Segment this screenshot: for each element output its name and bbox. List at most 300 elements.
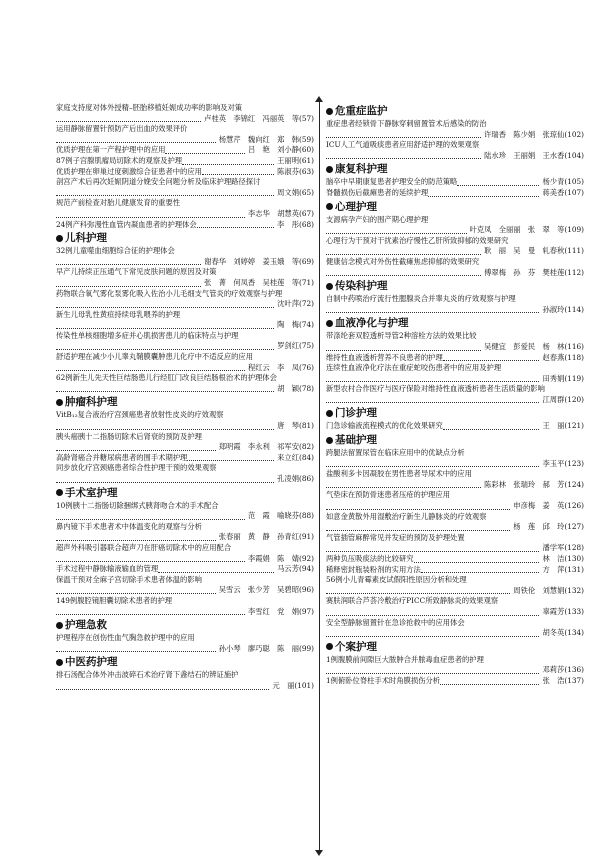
entry-authors: 吴健宜 彭爱民 杨 林 (484, 341, 565, 351)
entry-author-line (56, 585, 314, 596)
entry-author-line (326, 268, 584, 279)
entry-page-number: (69) (299, 256, 314, 266)
dot-leader (197, 227, 274, 228)
entry-authors: 谢春华 刘婷婷 姜玉娥 等 (204, 256, 300, 266)
entry-author-line (56, 257, 314, 268)
entry-author-line (326, 586, 584, 597)
entry-author-line (326, 395, 584, 406)
bullet-dot-icon (326, 108, 333, 115)
entry-page-number: (75) (299, 341, 314, 351)
column-divider (319, 100, 320, 852)
entry-page-number: (101) (294, 680, 314, 690)
toc-entry (326, 236, 584, 257)
entry-page-number: (61) (299, 155, 314, 165)
toc-entry (56, 177, 314, 198)
entry-page-number: (105) (564, 177, 584, 187)
toc-entry (56, 103, 314, 124)
entry-page-number: (63) (299, 166, 314, 176)
entry-title: 盐酸利多卡因凝胶在男性患者导尿术中的应用 (326, 469, 472, 479)
dot-leader (56, 286, 201, 287)
toc-entry (56, 501, 314, 522)
toc-entry (326, 565, 584, 576)
toc-entry (56, 410, 314, 431)
section-heading-label: 心理护理 (335, 200, 377, 213)
entry-authors: 许瑞香 陈少娟 张琼仙 (484, 129, 565, 139)
entry-author-line (56, 209, 314, 220)
section-heading-label: 儿科护理 (65, 232, 107, 245)
entry-authors: 唐 琴 (277, 421, 300, 431)
entry-page-number: (133) (564, 606, 584, 616)
toc-entry (56, 331, 314, 352)
toc-entry (326, 353, 584, 364)
dot-leader (56, 614, 245, 615)
toc-entry (326, 533, 584, 554)
dot-leader (326, 254, 481, 255)
dot-leader (326, 615, 539, 616)
entry-title: 高龄肾癌合并糖尿病患者的围手术期护理 (56, 452, 188, 462)
entry-page-number: (111) (564, 246, 584, 256)
entry-authors: 林 洁 (542, 554, 565, 563)
entry-page-number: (57) (299, 113, 314, 123)
section-heading (326, 279, 584, 293)
entry-title: 门急诊输液流程模式的优化效果研究 (326, 421, 443, 431)
entry-authors: 耿 丽 吴 曼 轧春秋 (484, 246, 565, 256)
dot-leader (56, 561, 245, 562)
entry-author-line (56, 320, 314, 331)
entry-title: 护理程序在创伤性血气胸急救护理中的应用 (56, 633, 195, 643)
entry-authors: 范 霞 喻晓芬 (247, 511, 300, 521)
bullet-dot-icon (56, 489, 63, 496)
bullet-dot-icon (56, 659, 63, 666)
bullet-dot-icon (326, 166, 333, 173)
entry-authors: 来立红 (277, 452, 300, 462)
entry-author-line (326, 459, 584, 470)
entry-title: 剖宫产术后再次妊娠阴道分娩安全问题分析及临床护理路径探讨 (56, 177, 261, 187)
entry-author-line (326, 130, 584, 141)
toc-entry (326, 331, 584, 352)
dot-leader (326, 551, 539, 552)
dot-leader (165, 153, 244, 154)
toc-entry (56, 310, 314, 331)
entry-title: 脑卒中早期康复患者护理安全的防范策略 (326, 177, 458, 187)
entry-title: 1例腹膜前间隙巨大脓肿合并脓毒血症患者的护理 (326, 654, 484, 664)
dot-leader (440, 684, 539, 685)
entry-authors: 马云芳 (277, 564, 300, 574)
toc-entry (56, 670, 314, 691)
bullet-dot-icon (56, 622, 63, 629)
entry-title: 32例儿童噬血细胞综合征的护理体会 (56, 246, 175, 256)
entry-authors: 张春丽 黄 静 孙青红 (218, 532, 300, 542)
section-heading-label: 手术室护理 (65, 486, 118, 499)
entry-author-line (326, 342, 584, 353)
entry-page-number: (68) (299, 219, 314, 229)
entry-authors: 辜霞芳 (542, 606, 565, 616)
entry-page-number: (97) (299, 606, 314, 616)
dot-leader (414, 562, 540, 563)
entry-page-number: (72) (299, 299, 314, 309)
entry-author-line (56, 511, 314, 522)
entry-title: 运用静脉留置针预防产后出血的效果评价 (56, 124, 188, 134)
dot-leader (326, 673, 539, 674)
entry-title: ICU人工气道吸痰患者应用舒适护理的效果观察 (326, 140, 480, 150)
entry-authors: 孔凌娟 (277, 474, 300, 483)
entry-authors: 程红云 李 凤 (247, 362, 300, 372)
entry-page-number: (131) (564, 564, 584, 574)
toc-entry (56, 453, 314, 464)
toc-entry (326, 575, 584, 596)
entry-author-line (326, 665, 584, 676)
dot-leader (326, 402, 539, 403)
section-heading (56, 395, 314, 409)
entry-author-line (326, 501, 584, 512)
toc-entry (56, 373, 314, 394)
entry-title: VitB₁₂复合液治疗宫颈癌患者放射性皮炎的疗效观察 (56, 410, 224, 420)
entry-title: 规范产前检查对胎儿健康发育的重要性 (56, 198, 181, 208)
entry-page-number: (65) (299, 187, 314, 197)
entry-author-line (326, 246, 584, 257)
entry-title: 跨腿法留置尿管在临床应用中的优缺点分析 (326, 448, 465, 458)
dot-leader (326, 381, 539, 382)
section-heading-label: 危重症监护 (335, 105, 388, 117)
entry-page-number: (121) (564, 421, 584, 431)
entry-title: 脊髓损伤后截瘫患者的延续护理 (326, 187, 429, 197)
entry-title: 两种负压吸痰法的比较研究 (326, 554, 414, 563)
entry-page-number: (120) (564, 394, 584, 404)
toc-entry (326, 188, 584, 199)
entry-authors: 李霞娟 陈 婧 (247, 553, 300, 563)
bullet-dot-icon (326, 203, 333, 210)
dot-leader (202, 174, 274, 175)
bullet-dot-icon (326, 410, 333, 417)
entry-author-line (326, 628, 584, 639)
entry-authors: 潘学军 (542, 543, 565, 553)
dot-leader (326, 487, 481, 488)
dot-leader (326, 275, 481, 276)
entry-title: 家庭支持度对体外授精–胚胎移植妊娠成功率的影响及对策 (56, 103, 243, 112)
entry-title: 优质护理在卵巢过度刺激综合征患者中的应用 (56, 166, 202, 176)
toc-entry (326, 676, 584, 687)
entry-authors: 方 萍 (542, 564, 565, 574)
entry-authors: 杨 莲 邱 玲 (513, 522, 565, 532)
dot-leader (187, 460, 274, 461)
dot-leader (326, 350, 481, 351)
entry-title: 如意金黄散外用湿敷治疗新生儿静脉炎的疗效观察 (326, 511, 487, 521)
toc-entry (56, 198, 314, 219)
dot-leader (326, 466, 539, 467)
toc-entry (326, 257, 584, 278)
bullet-dot-icon (56, 399, 63, 406)
entry-page-number: (118) (564, 352, 584, 362)
entry-title: 心理行为干预对干扰素治疗慢性乙肝所致抑郁的效果研究 (326, 235, 509, 245)
entry-authors: 元 丽 (272, 680, 295, 690)
entry-authors: 孙淑玲 (542, 304, 565, 314)
section-heading-label: 传染科护理 (335, 280, 388, 293)
section-heading-label: 护理急救 (65, 619, 107, 632)
entry-author-line (56, 442, 314, 453)
entry-authors: 李玉平 (542, 458, 565, 468)
entry-author-line (326, 305, 584, 316)
entry-title: 新生儿母乳性黄疸持续母乳喂养的护理 (56, 309, 181, 319)
entry-authors: 吕 艳 刘小静 (247, 145, 300, 155)
entry-page-number: (119) (564, 373, 584, 383)
entry-page-number: (82) (299, 442, 314, 452)
section-heading (326, 104, 584, 118)
dot-leader (326, 233, 467, 234)
entry-title: 舒适护理在减少小儿睾丸鞘膜囊肿患儿化疗中不适反应的应用 (56, 352, 254, 362)
entry-authors: 陶 梅 (277, 320, 300, 330)
dot-leader (56, 142, 216, 143)
dot-leader (326, 312, 539, 313)
toc-entry (56, 575, 314, 596)
dot-leader (457, 185, 539, 186)
entry-author-line (56, 299, 314, 310)
bullet-dot-icon (326, 437, 333, 444)
toc-entry (56, 543, 314, 564)
toc-entry (326, 655, 584, 676)
entry-title: 胰头癌胰十二指肠切除术后肾衰的预防及护理 (56, 431, 202, 441)
entry-page-number: (86) (299, 474, 314, 483)
toc-entry (326, 384, 584, 405)
entry-page-number: (130) (564, 554, 584, 563)
dot-leader (326, 158, 481, 159)
section-heading (326, 433, 584, 447)
dot-leader (56, 195, 274, 196)
entry-title: 药物联合氧气雾化泵雾化吸入佐治小儿毛细支气管炎的疗效观察与护理 (56, 288, 283, 298)
entry-authors: 杨慧芹 魏向红 郑 韩 (218, 134, 300, 144)
dot-leader (56, 307, 274, 308)
entry-title: 健康信念模式对外伤性截瘫焦虑抑郁的效果研究 (326, 256, 480, 266)
entry-title: 鼻内镜下手术患者术中体温变化的观察与分析 (56, 521, 202, 531)
entry-page-number: (128) (564, 543, 584, 553)
entry-page-number: (124) (564, 479, 584, 489)
bullet-dot-icon (326, 643, 333, 650)
entry-page-number: (59) (299, 134, 314, 144)
entry-author-line (56, 681, 314, 692)
toc-entry (326, 512, 584, 533)
entry-authors: 周文娟 (277, 187, 300, 197)
entry-authors: 邓莉莎 (542, 665, 565, 675)
entry-title: 同步放化疗宫颈癌患者综合性护理干预的效果观察 (56, 463, 217, 473)
section-heading-label: 康复科护理 (335, 163, 388, 176)
toc-entry (326, 177, 584, 188)
dot-leader (56, 593, 216, 594)
entry-author-line (326, 151, 584, 162)
entry-authors: 陈淑芬 (277, 166, 300, 176)
toc-entry (326, 490, 584, 511)
entry-authors: 李雪红 党 娟 (247, 606, 300, 616)
dot-leader (56, 121, 201, 122)
entry-page-number: (81) (299, 421, 314, 431)
entry-authors: 罗剑红 (277, 341, 300, 351)
dot-leader (56, 429, 274, 430)
entry-page-number: (91) (299, 532, 314, 542)
entry-page-number: (123) (564, 458, 584, 468)
section-heading-label: 血液净化与护理 (335, 317, 409, 330)
dot-leader (56, 651, 216, 652)
dot-leader (56, 328, 274, 329)
entry-page-number: (84) (299, 452, 314, 462)
entry-title: 赛肤润联合芦荟冷敷治疗PICC所致静脉炎的效果观察 (326, 596, 499, 606)
section-heading-label: 肿瘤科护理 (65, 396, 118, 409)
entry-title: 稀释密封瓶装粉剂的实用方法 (326, 564, 421, 574)
section-heading (56, 486, 314, 500)
entry-authors: 卢桂英 李锦红 冯丽英 等 (204, 113, 300, 123)
entry-page-number: (92) (299, 553, 314, 563)
entry-author-line (56, 644, 314, 655)
toc-entry (56, 596, 314, 617)
entry-authors: 申彦梅 姜 英 (513, 501, 565, 511)
dot-leader (326, 530, 510, 531)
entry-title: 维持性血液透析营养不良患者的护理 (326, 352, 443, 362)
entry-title: 保温干预对全麻子宫切除手术患者体温的影响 (56, 574, 202, 584)
toc-entry (56, 145, 314, 156)
dot-leader (56, 391, 274, 392)
entry-page-number: (112) (564, 267, 584, 277)
dot-leader (56, 482, 274, 483)
entry-author-line (326, 225, 584, 236)
entry-title: 自制中药喷治疗流行性腮腺炎合并睾丸炎的疗效观察与护理 (326, 294, 516, 304)
section-heading-label: 中医药护理 (65, 656, 118, 669)
dot-leader (56, 519, 245, 520)
entry-page-number: (114) (564, 304, 584, 314)
entry-authors: 田秀娟 (542, 373, 565, 383)
entry-title: 超声外科吸引器联合超声刀在肝癌切除术中的应用配合 (56, 542, 232, 552)
entry-author-line (56, 607, 314, 618)
section-heading (326, 406, 584, 420)
dot-leader (56, 217, 245, 218)
toc-entry (326, 140, 584, 161)
entry-page-number: (127) (564, 522, 584, 532)
entry-authors: 王丽明 (277, 155, 300, 165)
entry-authors: 李志华 胡慧英 (247, 208, 300, 218)
entry-authors: 陆水珍 王丽娟 王水香 (484, 150, 565, 160)
entry-authors: 江周群 (542, 394, 565, 404)
section-heading (56, 231, 314, 245)
entry-author-line (56, 341, 314, 352)
dot-leader (56, 370, 245, 371)
entry-authors: 孙小琴 廖巧聪 陈 丽 (218, 643, 300, 653)
toc-entry (56, 124, 314, 145)
toc-entry (326, 215, 584, 236)
toc-entry (326, 554, 584, 565)
section-heading (326, 316, 584, 330)
toc-entry (326, 294, 584, 315)
entry-page-number: (102) (564, 129, 584, 139)
section-heading (56, 655, 314, 669)
dot-leader (326, 509, 510, 510)
entry-page-number: (109) (564, 225, 584, 235)
entry-page-number: (76) (299, 362, 314, 372)
entry-page-number: (60) (299, 145, 314, 155)
entry-author-line (326, 480, 584, 491)
entry-authors: 郑明霞 李永利 祁军安 (218, 442, 300, 452)
entry-title: 56例小儿青霉素皮试假阳性原因分析和处理 (326, 575, 467, 585)
entry-title: 1例俯卧位脊柱手术时角膜损伤分析 (326, 675, 441, 685)
toc-entry (56, 220, 314, 231)
dot-leader (182, 164, 274, 165)
entry-authors: 周铁伦 刘慧娟 (513, 585, 565, 595)
section-heading (326, 162, 584, 176)
toc-entry (56, 246, 314, 267)
dot-leader (56, 349, 274, 350)
toc-entry (56, 167, 314, 178)
section-heading (326, 640, 584, 654)
entry-authors: 胡 颖 (277, 383, 300, 393)
entry-authors: 叶克凤 全丽丽 张 翠 等 (469, 225, 565, 235)
dot-leader (428, 196, 539, 197)
dot-leader (443, 360, 540, 361)
entry-title: 早产儿持续正压通气下常见皮肤问题的原因及对策 (56, 267, 217, 277)
entry-title: 传染性单核细胞增多症并心肌损害患儿的临床特点与护理 (56, 330, 239, 340)
toc-entry (56, 564, 314, 575)
entry-author-line (56, 532, 314, 543)
bullet-dot-icon (56, 235, 63, 242)
entry-page-number: (78) (299, 383, 314, 393)
entry-title: 带涤纶套双腔透析导管2种溶栓方法的效果比较 (326, 331, 477, 341)
entry-title: 新型农村合作医疗与医疗保险对维持性血液透析患者生活质量的影响 (326, 384, 545, 394)
entry-author-line (326, 607, 584, 618)
entry-authors: 张 浩 (542, 675, 565, 685)
entry-page-number: (71) (299, 277, 314, 287)
section-heading-label: 个案护理 (335, 640, 377, 653)
entry-page-number: (132) (564, 585, 584, 595)
entry-page-number: (126) (564, 501, 584, 511)
entry-author-line (56, 474, 314, 485)
section-heading-label: 基础护理 (335, 434, 377, 447)
entry-title: 支源病孕产妇的围产期心理护理 (326, 214, 429, 224)
entry-author-line (326, 374, 584, 385)
dot-leader (443, 429, 540, 430)
toc-entry (56, 156, 314, 167)
entry-title: 24例产科弥漫性血管内凝血患者的护理体会 (56, 219, 197, 229)
dot-leader (56, 450, 216, 451)
toc-entry (56, 522, 314, 543)
entry-authors: 杨少青 (542, 177, 565, 187)
entry-author-line (56, 363, 314, 374)
entry-title: 重症患者经锁骨下静脉穿刺留置管术后感染的防治 (326, 119, 487, 128)
entry-authors: 沈叶萍 (277, 299, 300, 309)
bullet-dot-icon (326, 320, 333, 327)
entry-title: 连续性血液净化疗法在重症蛇咬伤患者中的应用及护理 (326, 363, 502, 373)
toc-entry (56, 267, 314, 288)
dot-leader (421, 572, 540, 573)
entry-author-line (56, 421, 314, 432)
toc-entry (326, 596, 584, 617)
entry-page-number: (88) (299, 511, 314, 521)
dot-leader (56, 689, 269, 690)
entry-authors: 吴雪云 张少芳 吴碧昭 (218, 585, 300, 595)
entry-title: 优质护理在第一产程护理中的应用 (56, 145, 166, 155)
dot-leader (158, 572, 274, 573)
section-heading (326, 200, 584, 214)
toc-entry (56, 633, 314, 654)
entry-author-line (56, 554, 314, 565)
toc-entry (326, 421, 584, 432)
entry-author-line (56, 384, 314, 395)
entry-title: 87例子宫腺肌瘤局切除术的观察及护理 (56, 155, 183, 165)
toc-entry (56, 352, 314, 373)
entry-page-number: (74) (299, 320, 314, 330)
entry-authors: 蒋美香 (542, 187, 565, 197)
entry-page-number: (116) (564, 341, 584, 351)
entry-authors: 王 丽 (542, 421, 565, 431)
entry-page-number: (67) (299, 208, 314, 218)
toc-entry (326, 469, 584, 490)
entry-author-line (56, 278, 314, 289)
entry-title: 安全型静脉留置针在急诊抢救中的应用体会 (326, 617, 465, 627)
toc-entry (56, 432, 314, 453)
entry-title: 气垫床在预防骨迷患者压疮的护理应用 (326, 490, 451, 500)
